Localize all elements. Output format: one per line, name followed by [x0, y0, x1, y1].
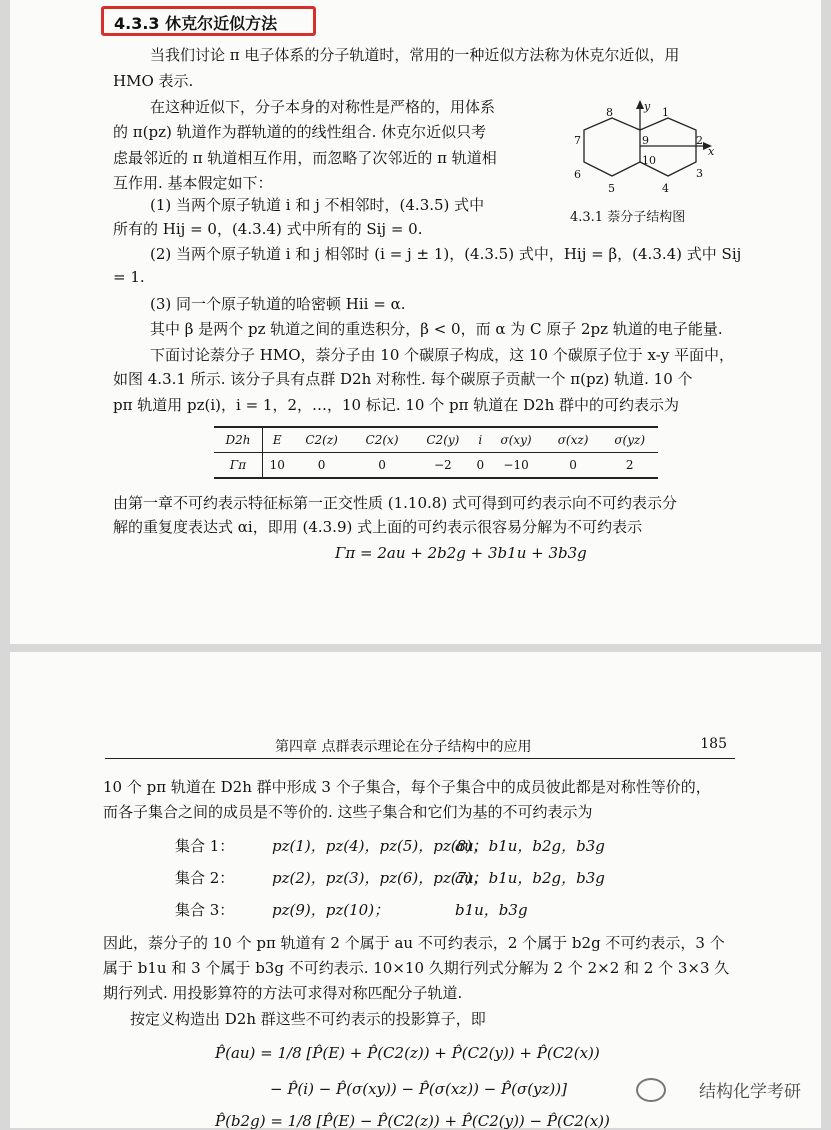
table-cell: 0: [473, 453, 487, 479]
text-line: 属于 b1u 和 3 个属于 b3g 不可约表示. 10×10 久期行列式分解为 2 个 2×2 和 2 个 3×3 久: [103, 959, 730, 977]
figure-label: 7: [574, 134, 581, 147]
section-heading: 4.3.3 休克尔近似方法: [114, 14, 278, 33]
text-line: 下面讨论萘分子 HMO，萘分子由 10 个碳原子构成，这 10 个碳原子位于 x-y 平面中，: [150, 346, 735, 364]
figure-label: 4: [662, 182, 669, 195]
text-line: 按定义构造出 D2h 群这些不可约表示的投影算子，即: [130, 1010, 486, 1028]
set-members: pz(1)，pz(4)，pz(5)，pz(8)；: [272, 837, 488, 855]
set-label: 集合 1：: [175, 837, 235, 855]
table-cell: −10: [487, 453, 544, 479]
text-line: (3) 同一个原子轨道的哈密顿 Hii = α.: [150, 295, 406, 313]
watermark-logo-icon: [636, 1078, 666, 1102]
figure-label: 2: [696, 134, 703, 147]
text-line: 10 个 pπ 轨道在 D2h 群中形成 3 个子集合，每个子集合中的成员彼此都是对称性等价的，: [103, 778, 711, 796]
figure-caption: 4.3.1 萘分子结构图: [570, 210, 686, 225]
page-2: [10, 652, 821, 1128]
figure-label: 10: [642, 154, 656, 167]
text-line: 其中 β 是两个 pz 轨道之间的重迭积分，β < 0，而 α 为 C 原子 2pz 轨道的电子能量.: [150, 320, 723, 338]
projector-formula-line: P̂(b2g) = 1/8 [P̂(E) − P̂(C2(z)) + P̂(C2(y)) − P̂(C2(x)): [215, 1112, 610, 1130]
table-cell: 0: [545, 453, 602, 479]
text-line: 因此，萘分子的 10 个 pπ 轨道有 2 个属于 au 不可约表示，2 个属于 b2g 不可约表示，3 个: [103, 934, 725, 952]
table-cell: 10: [263, 453, 292, 479]
table-header-cell: C2(z): [292, 427, 352, 453]
set-irreps: b1u，b3g: [455, 901, 528, 919]
page-1: [10, 0, 821, 644]
text-line: HMO 表示.: [113, 72, 194, 90]
figure-label: 6: [574, 168, 581, 181]
figure-label: 5: [608, 182, 615, 195]
table-cell: Γπ: [214, 453, 263, 479]
character-table: [214, 426, 658, 479]
figure-label: 3: [696, 167, 703, 180]
set-irreps: au，b1u，b2g，b3g: [455, 837, 605, 855]
table-header-cell: σ(xy): [487, 427, 544, 453]
text-line: 在这种近似下，分子本身的对称性是严格的，用体系: [150, 98, 496, 116]
figure-label: y: [644, 100, 651, 113]
table-header-cell: σ(xz): [545, 427, 602, 453]
text-line: 而各子集合之间的成员是不等价的. 这些子集合和它们为基的不可约表示为: [103, 803, 593, 821]
text-line: 所有的 Hij = 0，(4.3.4) 式中所有的 Sij = 0.: [113, 220, 423, 238]
table-header-cell: σ(yz): [601, 427, 658, 453]
text-line: 解的重复度表达式 αi，即用 (4.3.9) 式上面的可约表示很容易分解为不可约表示: [113, 518, 643, 536]
running-head: [105, 736, 735, 759]
text-line: (2) 当两个原子轨道 i 和 j 相邻时 (i = j ± 1)，(4.3.5) 式中，Hij = β，(4.3.4) 式中 Sij: [150, 245, 742, 263]
figure-label: x: [708, 145, 715, 158]
table-header-cell: D2h: [214, 427, 263, 453]
set-label: 集合 2：: [175, 869, 235, 887]
page-number: 185: [700, 736, 727, 752]
figure-label: 8: [606, 106, 613, 119]
table-cell: 0: [292, 453, 352, 479]
set-members: pz(9)，pz(10)；: [272, 901, 390, 919]
table-header-cell: i: [473, 427, 487, 453]
set-label: 集合 3：: [175, 901, 235, 919]
text-line: 互作用. 基本假定如下：: [113, 174, 273, 192]
text-line: 的 π(pz) 轨道作为群轨道的的线性组合. 休克尔近似只考: [113, 123, 487, 141]
text-line: (1) 当两个原子轨道 i 和 j 不相邻时，(4.3.5) 式中: [150, 196, 485, 214]
text-line: = 1.: [113, 268, 145, 286]
table-cell: −2: [412, 453, 473, 479]
naphthalene-structure-figure: [558, 100, 728, 205]
text-line: 当我们讨论 π 电子体系的分子轨道时，常用的一种近似方法称为休克尔近似，用: [150, 46, 680, 64]
projector-formula-line: P̂(au) = 1/8 [P̂(E) + P̂(C2(z)) + P̂(C2(y)) + P̂(C2(x)): [215, 1044, 600, 1062]
table-cell: 2: [601, 453, 658, 479]
set-irreps: au，b1u，b2g，b3g: [455, 869, 605, 887]
running-head-title: 第四章 点群表示理论在分子结构中的应用: [275, 739, 532, 755]
table-header-cell: E: [263, 427, 292, 453]
table-header-cell: C2(x): [352, 427, 413, 453]
projector-formula-line: − P̂(i) − P̂(σ(xy)) − P̂(σ(xz)) − P̂(σ(yz))]: [270, 1080, 567, 1098]
table-cell: 0: [352, 453, 413, 479]
text-line: 由第一章不可约表示特征标第一正交性质 (1.10.8) 式可得到可约表示向不可约表示分: [113, 494, 677, 512]
text-line: 期行列式. 用投影算符的方法可求得对称匹配分子轨道.: [103, 984, 463, 1002]
text-line: 虑最邻近的 π 轨道相互作用，而忽略了次邻近的 π 轨道相: [113, 149, 497, 167]
text-line: 如图 4.3.1 所示. 该分子具有点群 D2h 对称性. 每个碳原子贡献一个 π(pz) 轨道. 10 个: [113, 370, 693, 388]
table-header-cell: C2(y): [412, 427, 473, 453]
decomposition-formula: Γπ = 2au + 2b2g + 3b1u + 3b3g: [335, 544, 587, 562]
figure-label: 9: [642, 134, 649, 147]
figure-label: 1: [662, 106, 669, 119]
watermark-text: 结构化学考研: [699, 1082, 801, 1102]
text-line: pπ 轨道用 pz(i)，i = 1，2，…，10 标记. 10 个 pπ 轨道在 D2h 群中的可约表示为: [113, 396, 680, 414]
set-members: pz(2)，pz(3)，pz(6)，pz(7)；: [272, 869, 488, 887]
